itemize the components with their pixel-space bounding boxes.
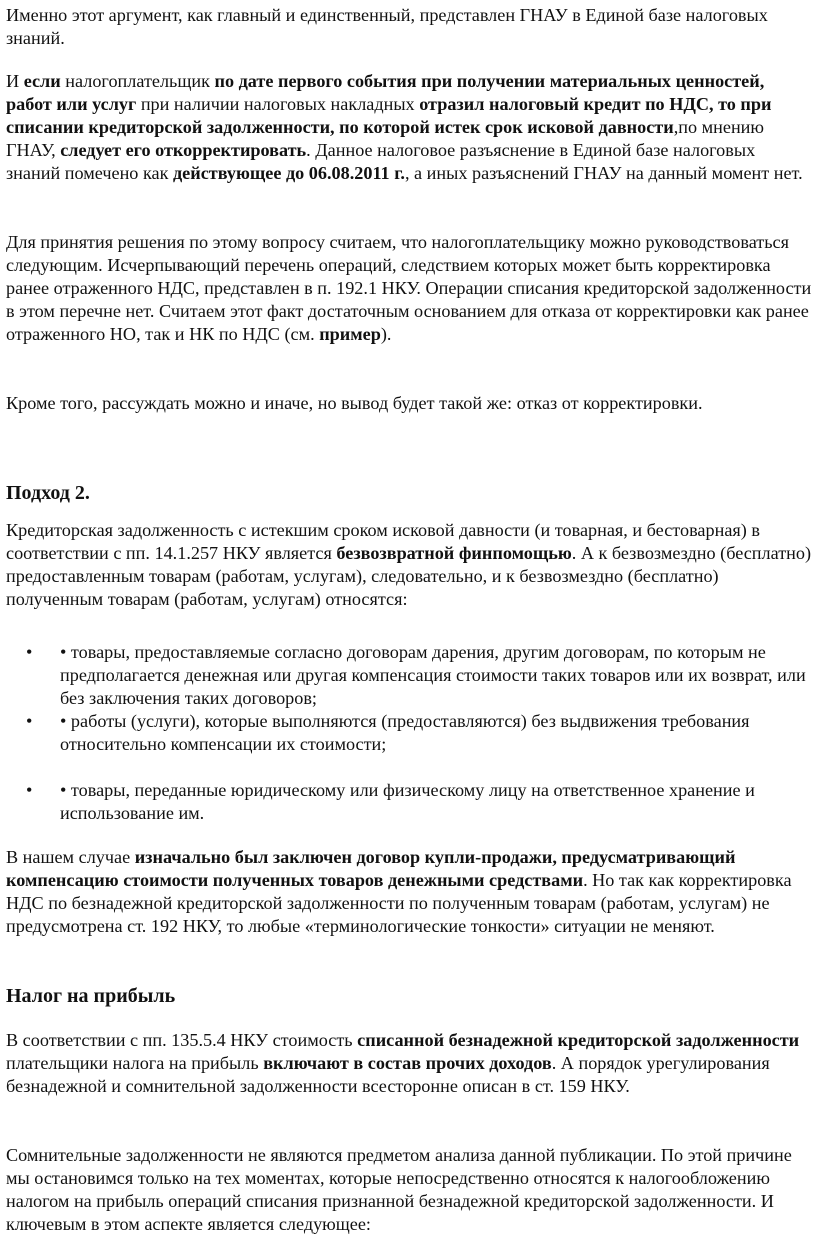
text-run: . А к безвозмездно (бесплатно) предоставленным товарам (работам, услугам), следовательно, и к безвозмездно (бесплатно) полученным товарам (работам, услугам) относятся:	[6, 543, 812, 609]
paragraph-profit-tax	[6, 1029, 812, 1098]
text-run: . Но так как корректировка НДС по безнадежной кредиторской задолженности по полученным товарам (работам, услугам) не предусмотрена ст. 192 НКУ, то любые «терминологические тонкости» ситуации не меняют.	[6, 870, 792, 936]
text-run: плательщики налога на прибыль	[6, 1053, 264, 1073]
bold-run: безвозвратной финпомощью	[336, 543, 572, 563]
paragraph-decision	[6, 231, 812, 346]
paragraph-conclusion: Кроме того, рассуждать можно и иначе, но вывод будет такой же: отказ от корректировки.	[6, 393, 703, 413]
text-run: . Данное налоговое разъяснение в Единой базе налоговых знаний помечено как	[6, 140, 756, 183]
paragraph-gnau-position	[6, 70, 812, 185]
bold-run: если	[23, 71, 61, 91]
example-link[interactable]: пример	[319, 324, 381, 344]
paragraph-our-case	[6, 846, 812, 938]
text-run: Для принятия решения по этому вопросу считаем, что налогоплательщику можно руководствоваться следующим. Исчерпывающий перечень операций, следствием которых может быть корректировка ранее отраженного НДС, представлен в п. 192.1 НКУ. Операции списания кредиторской задолженности в этом перечне нет. Считаем этот факт достаточным основанием для отказа от корректировки как ранее отраженного НО, так и НК по НДС (см.	[6, 232, 812, 344]
bold-run: включают в состав прочих доходов	[263, 1053, 552, 1073]
text-run: И	[6, 71, 24, 91]
list-item-text: • работы (услуги), которые выполняются (предоставляются) без выдвижения требования относительно компенсации их стоимости;	[60, 711, 750, 754]
paragraph-creditor-debt	[6, 519, 816, 611]
text-run: при наличии налоговых накладных	[136, 94, 420, 114]
bullet-marker: •	[26, 711, 33, 731]
text-run: налогоплательщик	[60, 71, 215, 91]
paragraph-argument: Именно этот аргумент, как главный и единственный, представлен ГНАУ в Единой базе налоговых знаний.	[6, 5, 768, 48]
bold-run: по дате первого события при получении материальных ценностей, работ или услуг	[6, 71, 765, 114]
text-run: В нашем случае	[6, 847, 135, 867]
list-item-text: • товары, предоставляемые согласно договорам дарения, другим договорам, по которым не предполагается денежная или другая компенсация стоимости таких товаров или их возврат, или без заключения таких договоров;	[60, 642, 806, 708]
text-run: ,по мнению ГНАУ,	[6, 117, 765, 160]
bold-run: изначально был заключен договор купли-продажи, предусматривающий компенсацию стоимости полученных товаров денежными средствами	[6, 847, 736, 890]
text-run: . А порядок урегулирования безнадежной и сомнительной задолженности всесторонне описан в ст. 159 НКУ.	[6, 1053, 770, 1096]
list-item	[6, 779, 816, 825]
text-run: , а иных разъяснений ГНАУ на данный момент нет.	[404, 163, 803, 183]
bold-run: списанной безнадежной кредиторской задолженности	[357, 1030, 800, 1050]
list-item	[6, 710, 816, 756]
paragraph-doubtful-debts: Сомнительные задолженности не являются предметом анализа данной публикации. По этой причине мы остановимся только на тех моментах, которые непосредственно относятся к налогообложению налогом на прибыль операций списания признанной безнадежной кредиторской задолженности. И ключевым в этом аспекте является следующее:	[6, 1145, 792, 1234]
text-run: ).	[380, 324, 392, 344]
bullet-list	[6, 641, 816, 825]
bullet-marker: •	[26, 780, 33, 800]
heading-profit-tax: Налог на прибыль	[6, 985, 176, 1007]
heading-approach-2: Подход 2.	[6, 482, 90, 504]
bold-run: следует его откорректировать	[60, 140, 307, 160]
list-item-text: • товары, переданные юридическому или физическому лицу на ответственное хранение и использование им.	[60, 780, 755, 823]
list-item	[6, 641, 816, 710]
bold-run: отразил налоговый кредит по НДС, то при списании кредиторской задолженности, по которой истек срок исковой давности	[6, 94, 772, 137]
bullet-marker: •	[26, 642, 33, 662]
text-run: Кредиторская задолженность с истекшим сроком исковой давности (и товарная, и бестоварная) в соответствии с пп. 14.1.257 НКУ является	[6, 520, 760, 563]
text-run: В соответствии с пп. 135.5.4 НКУ стоимость	[6, 1030, 358, 1050]
bold-run: действующее до 06.08.2011 г.	[172, 163, 405, 183]
